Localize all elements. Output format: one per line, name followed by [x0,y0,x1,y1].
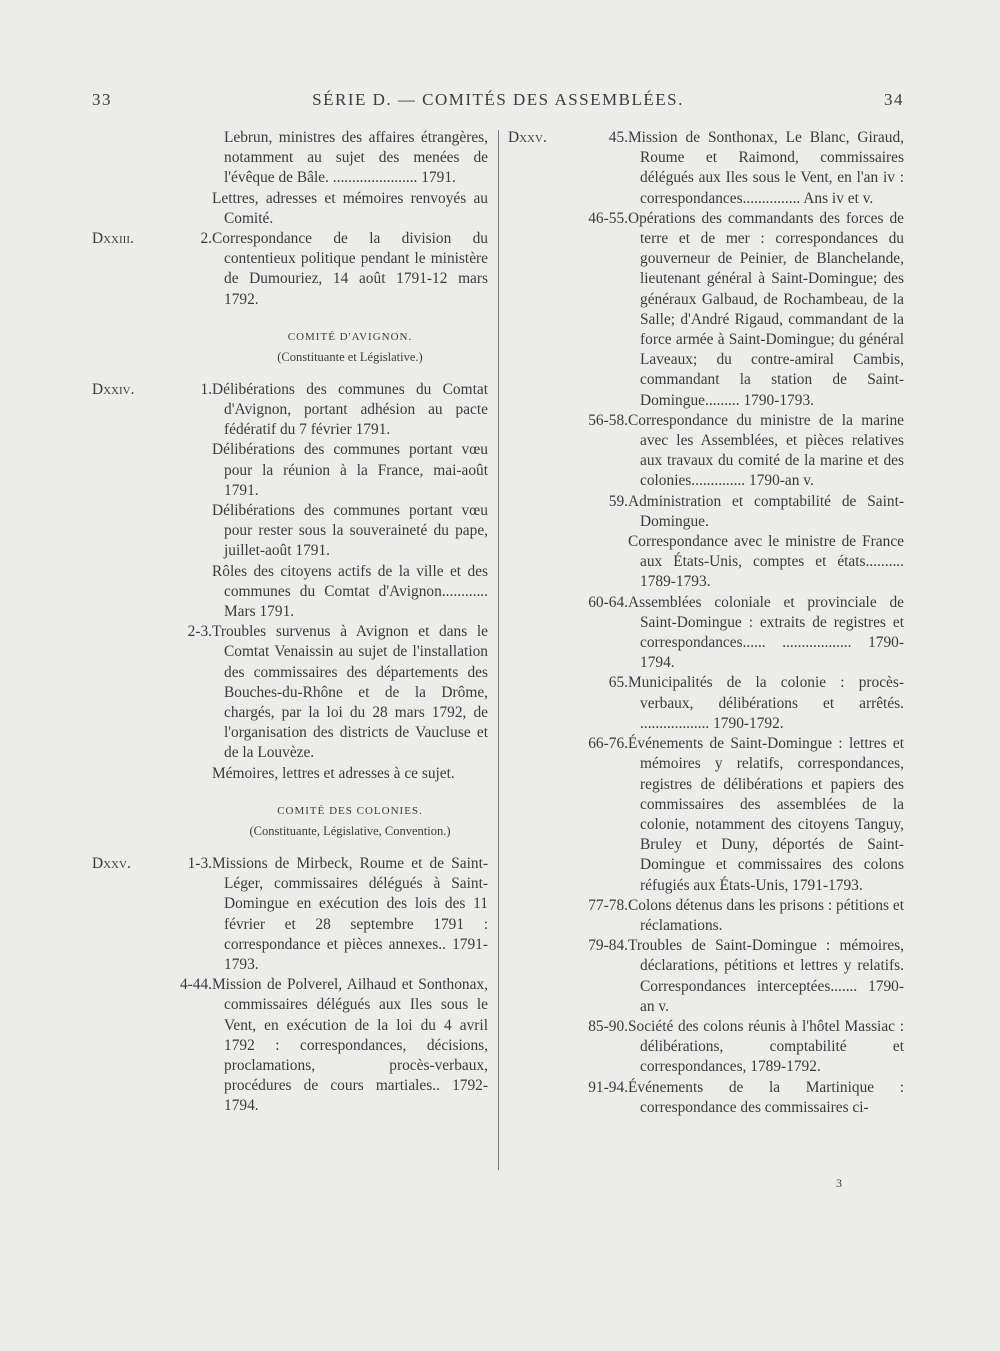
entry-text: Délibérations des communes portant vœu pour la réunion à la France, mai-août 1791. [212,441,488,499]
entry-text: Délibérations des communes portant vœu pour rester sous la souveraineté du pape, juillet-août 1791. [212,502,488,560]
article-number: 1. [200,380,212,398]
entry-text: Mission de Sonthonax, Le Blanc, Giraud, Roume et Raimond, commissaires délégués aux Iles sous le Vent, en l'an iv : correspondances............... Ans iv et v. [628,129,904,207]
entry [92,622,488,784]
entry-text: Société des colons réunis à l'hôtel Massiac : délibérations, comptabilité et correspondances, 1789-1792. [628,1017,904,1076]
entry [92,854,488,975]
entry-text: Troubles survenus à Avignon et dans le Comtat Venaissin au sujet de l'installation des commissaires des départements des Bouches-du-Rhône et de la Drôme, chargés, par la loi du 28 mars 1792, de l'organisation des districts de Vaucluse et de la Louvèze. [212,623,488,762]
entry-text: Correspondance de la division du contentieux politique pendant le ministère de Dumouriez, 14 août 1791-12 mars 1792. [212,230,488,308]
article-number: 2-3. [187,623,212,641]
running-title: SÉRIE D. — COMITÉS DES ASSEMBLÉES. [312,90,684,109]
page-header [92,90,904,116]
entry [92,229,488,310]
article-number: 65. [608,674,628,692]
entry-text: Lebrun, ministres des affaires étrangères, notamment au sujet des menées de l'évêque de Bâle. ...................... 1791. [224,129,488,187]
section-subtitle: (Constituante et Législative.) [277,349,423,364]
entry [508,1078,904,1118]
entry-text: Missions de Mirbeck, Roume et de Saint-Léger, commissaires délégués à Saint-Domingue en exécution des lois des 11 février et 28 septembre 1791 : correspondance et pièces annexes.. 1791-1793. [212,854,488,973]
entry-text: Colons détenus dans les prisons : pétitions et réclamations. [628,896,904,934]
entry-text: Mission de Polverel, Ailhaud et Sonthonax, commissaires délégués aux Iles sous le Vent, en exécution de la loi du 4 avril 1792 : correspondances, décisions, proclamations, procès-verbaux, procédures de cours martiales.. 1792-1794. [212,976,488,1115]
entry-text: Rôles des citoyens actifs de la ville et des communes du Comtat d'Avignon............ Mars 1791. [212,562,488,621]
entry-text: Assemblées coloniale et provinciale de Saint-Domingue : extraits de registres et correspondances...... .................. 1790-1794. [628,593,904,672]
entry [508,936,904,1017]
entry-text: Administration et comptabilité de Saint-Domingue. [628,492,904,530]
article-number: 4-44. [179,976,212,994]
section-heading [92,328,488,368]
entry [508,593,904,674]
series-code: Dxxiii. [92,230,134,248]
article-number: 2. [200,230,212,248]
entry [508,673,904,734]
entry [92,128,488,229]
entry-text: Lettres, adresses et mémoires renvoyés au Comité. [212,189,488,227]
article-number: 79-84. [588,937,628,955]
entry [508,128,904,209]
section-subtitle: (Constituante, Législative, Convention.) [249,823,451,838]
series-code: Dxxv. [508,129,547,146]
entry-text: Municipalités de la colonie : procès-verbaux, délibérations et arrêtés. .................. 1790-1792. [628,674,904,732]
article-number: 45. [608,129,628,146]
left-column [92,128,488,1117]
page-number-right: 34 [884,90,904,109]
entry [508,492,904,593]
entry-text: Correspondance avec le ministre de France aux États-Unis, comptes et états.......... 1789-1793. [628,533,904,591]
article-number: 56-58. [588,411,628,429]
entry [508,896,904,936]
entry [508,1017,904,1078]
article-number: 91-94. [588,1078,628,1096]
article-number: 60-64. [588,593,628,611]
article-number: 66-76. [588,735,628,753]
section-title: COMITÉ D'AVIGNON. [287,330,413,343]
article-number: 1-3. [187,854,212,872]
entry-text: Délibérations des communes du Comtat d'Avignon, portant adhésion au pacte fédératif du 7 février 1791. [212,380,488,439]
entry [508,734,904,896]
series-code: Dxxv. [92,854,131,872]
series-code: Dxxiv. [92,380,135,398]
column-divider [498,130,499,1170]
entry [508,209,904,411]
entry [508,411,904,492]
article-number: 46-55. [588,209,628,227]
section-heading [92,802,488,842]
entry [92,975,488,1116]
article-number: 59. [608,492,628,510]
right-column [508,128,904,1118]
article-number: 85-90. [588,1017,628,1035]
section-title: COMITÉ DES COLONIES. [277,804,423,817]
page-number-left: 33 [92,90,112,109]
entry-text: Mémoires, lettres et adresses à ce sujet. [212,764,455,782]
entry [92,380,488,622]
entry-text: Événements de la Martinique : correspondance des commissaires ci- [628,1078,904,1116]
entry-text: Correspondance du ministre de la marine avec les Assemblées, et pièces relatives aux travaux du comité de la marine et des colonies.............. 1790-an v. [628,411,904,490]
entry-text: Événements de Saint-Domingue : lettres et mémoires y relatifs, correspondances, registres de délibérations et papiers des commissaires des assemblées de la colonie, notamment des citoyens Tanguy, Bruley et Duny, déportés de Saint-Domingue et commissaires des colons réfugiés aux États-Unis, 1791-1793. [628,735,904,894]
entry-text: Opérations des commandants des forces de terre et de mer : correspondances du gouverneur de Peinier, de Blanchelande, lieutenant général à Saint-Domingue; des généraux Galbaud, de Rochambeau, de la Salle; d'André Rigaud, commandant de la force armée à Saint-Domingue; du général Laveaux; du contre-amiral Cambis, commandant la station de Saint-Domingue......... 1790-1793. [628,209,904,409]
article-number: 77-78. [588,896,628,914]
entry-text: Troubles de Saint-Domingue : mémoires, déclarations, pétitions et lettres y relatifs. Correspondances interceptées....... 1790-an v. [628,937,904,1015]
signature-mark: 3 [836,1176,842,1190]
